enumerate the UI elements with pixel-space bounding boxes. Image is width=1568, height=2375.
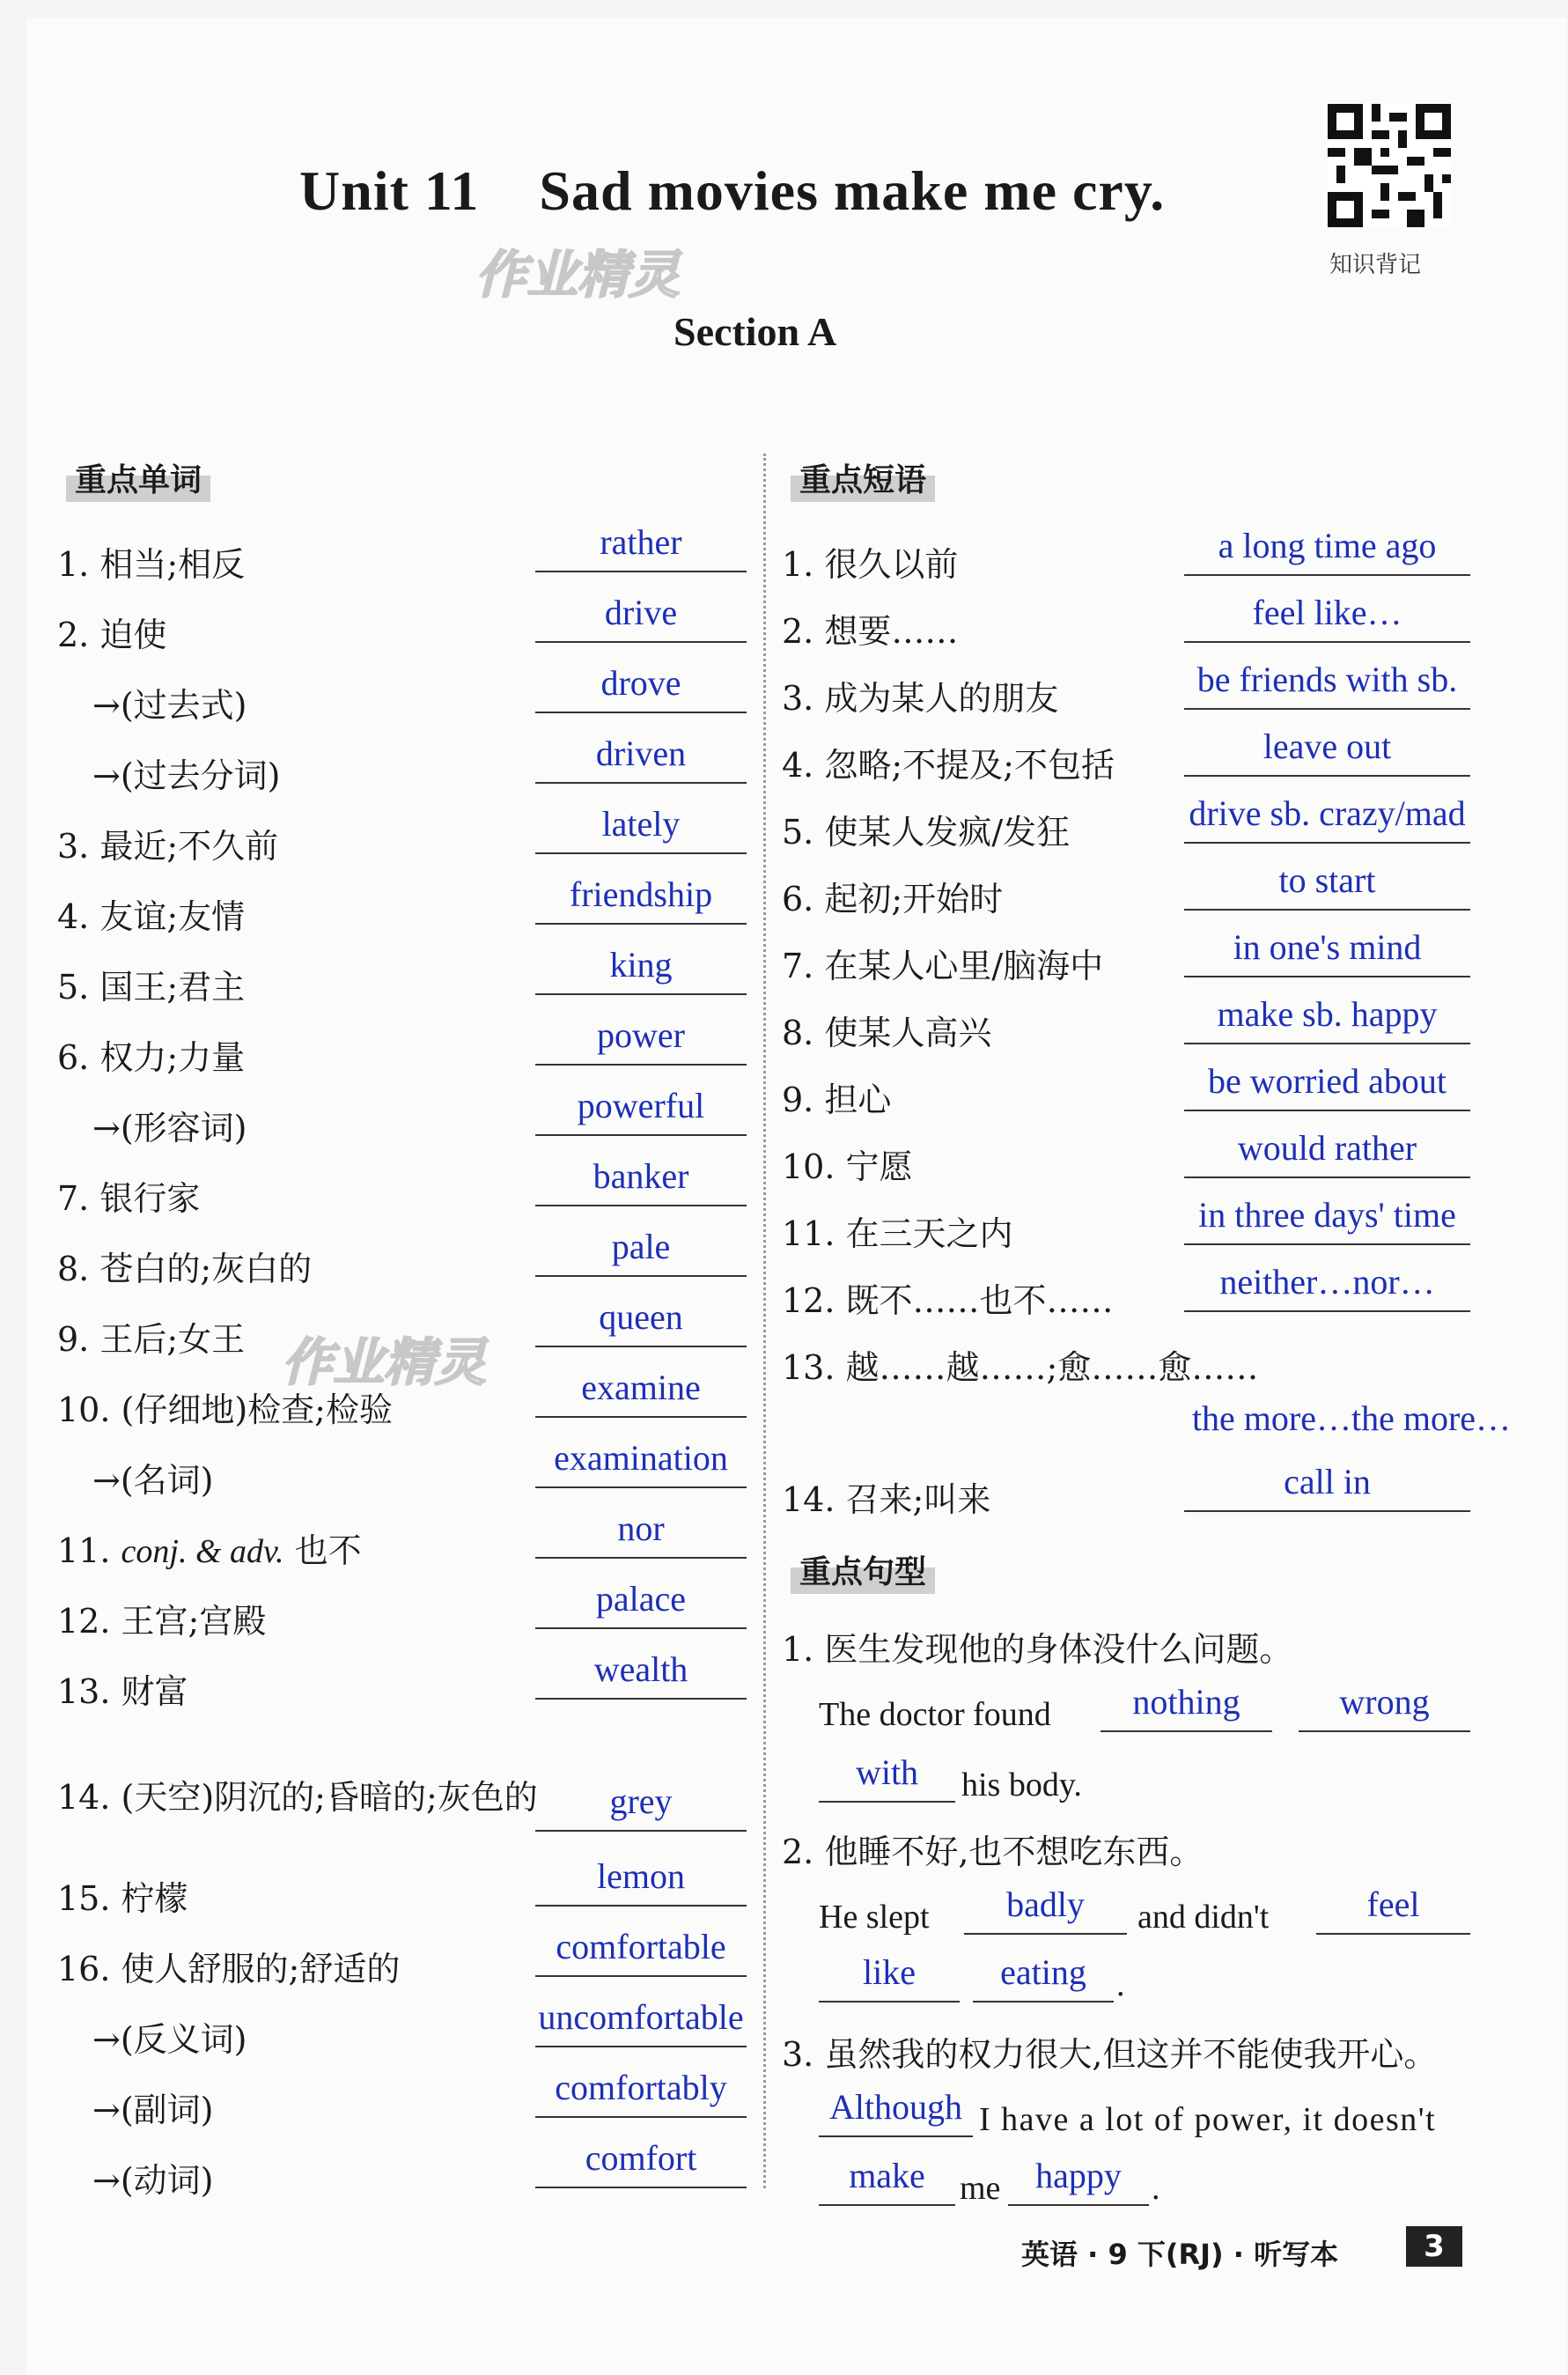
vocab-answer[interactable]: driven [535, 729, 747, 784]
vocab-answer[interactable]: powerful [535, 1081, 747, 1136]
phrase-answer[interactable]: feel like… [1184, 588, 1470, 643]
vocab-label: 3. 最近;不久前 [57, 827, 279, 866]
vocab-answer[interactable]: drove [535, 659, 747, 713]
phrase-answer[interactable]: in three days' time [1184, 1191, 1470, 1245]
phrase-label: 14. 召来;叫来 [782, 1480, 991, 1519]
footer-text: 英语 · 9 下(RJ) · 听写本 [1021, 2238, 1339, 2271]
vocab-label: →(过去式) [92, 686, 247, 725]
section-title: Section A [674, 309, 837, 354]
phrase-answer[interactable]: the more…the more… [1191, 1398, 1512, 1438]
vocab-label: 8. 苍白的;灰白的 [57, 1250, 313, 1288]
phrase-answer[interactable]: in one's mind [1184, 923, 1470, 977]
answer-blank[interactable]: nothing [1101, 1678, 1272, 1732]
vocab-answer[interactable]: lately [535, 800, 747, 854]
vocab-label: 2. 迫使 [57, 616, 167, 654]
phrase-label: 1. 很久以前 [782, 545, 959, 584]
vocab-answer[interactable]: comfortably [535, 2063, 747, 2118]
phrase-label: 6. 起初;开始时 [782, 880, 1004, 918]
answer-blank[interactable]: with [819, 1748, 955, 1803]
page-number: 3 [1406, 2226, 1462, 2267]
phrase-label: 13. 越……越……;愈……愈…… [782, 1348, 1259, 1387]
phrase-answer[interactable]: be worried about [1184, 1057, 1470, 1111]
phrase-label: 9. 担心 [782, 1081, 892, 1119]
vocab-answer[interactable]: uncomfortable [535, 1993, 747, 2047]
vocab-answer[interactable]: king [535, 940, 747, 995]
sentence-2-text: and didn't [1137, 1899, 1270, 1936]
watermark: 作业精灵 [475, 245, 681, 305]
vocab-label: →(形容词) [92, 1109, 247, 1147]
answer-blank[interactable]: like [819, 1948, 960, 2003]
phrase-label: 7. 在某人心里/脑海中 [782, 947, 1104, 985]
sentence-3-text: . [1152, 2170, 1160, 2207]
vocab-label: 13. 财富 [57, 1672, 188, 1711]
vocab-answer[interactable]: examination [535, 1434, 747, 1488]
answer-blank[interactable]: eating [973, 1948, 1114, 2003]
qr-code-icon[interactable] [1328, 104, 1451, 227]
answer-blank[interactable]: Although [819, 2083, 973, 2137]
sentence-2-text: He slept [819, 1899, 930, 1936]
vocab-answer[interactable]: power [535, 1011, 747, 1066]
watermark: 作业精灵 [282, 1332, 487, 1392]
phrase-label: 11. 在三天之内 [782, 1214, 1013, 1253]
vocab-answer[interactable]: pale [535, 1222, 747, 1277]
vocab-label: 6. 权力;力量 [57, 1038, 246, 1077]
vocab-answer[interactable]: comfortable [535, 1922, 747, 1977]
vocab-label: →(名词) [92, 1461, 214, 1500]
phrase-answer[interactable]: a long time ago [1184, 521, 1470, 576]
phrase-label: 4. 忽略;不提及;不包括 [782, 746, 1115, 785]
phrase-answer[interactable]: leave out [1184, 722, 1470, 777]
qr-caption: 知识背记 [1329, 252, 1422, 278]
vocab-answer[interactable]: lemon [535, 1852, 747, 1907]
vocab-label: 10. (仔细地)检查;检验 [57, 1390, 393, 1429]
phrase-answer[interactable]: make sb. happy [1184, 990, 1470, 1044]
sentence-1-chinese: 1. 医生发现他的身体没什么问题。 [782, 1630, 1293, 1669]
sentence-2-chinese: 2. 他睡不好,也不想吃东西。 [782, 1833, 1204, 1871]
vocab-label: 7. 银行家 [57, 1179, 201, 1218]
sentence-1-text: his body. [961, 1766, 1082, 1803]
sentences-heading: 重点句型 [791, 1545, 935, 1594]
vocab-answer[interactable]: queen [535, 1293, 747, 1347]
sentence-3-chinese: 3. 虽然我的权力很大,但这并不能使我开心。 [782, 2035, 1438, 2074]
phrase-answer[interactable]: neither…nor… [1184, 1258, 1470, 1312]
vocab-label: 14. (天空)阴沉的;昏暗的;灰色的 [57, 1778, 538, 1817]
vocab-label: →(反义词) [92, 2020, 247, 2059]
vocab-label: 11. conj. & adv. 也不 [57, 1531, 362, 1570]
sentence-3-text: I have a lot of power, it doesn't [979, 2101, 1437, 2138]
vocab-answer[interactable]: grey [535, 1777, 747, 1832]
answer-blank[interactable]: happy [1008, 2151, 1149, 2206]
phrase-answer[interactable]: to start [1184, 856, 1470, 911]
phrase-label: 2. 想要…… [782, 612, 959, 651]
phrase-answer[interactable]: be friends with sb. [1184, 655, 1470, 710]
vocab-label: 1. 相当;相反 [57, 545, 246, 584]
sentence-1-text: The doctor found [819, 1696, 1051, 1733]
phrases-heading: 重点短语 [791, 454, 935, 502]
phrase-label: 3. 成为某人的朋友 [782, 679, 1059, 718]
phrase-label: 10. 宁愿 [782, 1147, 913, 1186]
sentence-2-text: . [1116, 1966, 1125, 2003]
page-title: Unit 11 Sad movies make me cry. [299, 159, 1166, 222]
vocab-label: 12. 王宫;宫殿 [57, 1602, 267, 1641]
answer-blank[interactable]: badly [964, 1880, 1127, 1935]
phrase-label: 12. 既不……也不…… [782, 1281, 1114, 1320]
sentence-3-text: me [960, 2170, 1001, 2207]
vocab-label: 16. 使人舒服的;舒适的 [57, 1950, 401, 1988]
answer-blank[interactable]: feel [1316, 1880, 1470, 1935]
vocab-label: 9. 王后;女王 [57, 1320, 246, 1359]
vocab-answer[interactable]: banker [535, 1152, 747, 1206]
phrase-answer[interactable]: call in [1184, 1457, 1470, 1512]
vocab-heading: 重点单词 [66, 454, 210, 502]
vocab-answer[interactable]: wealth [535, 1645, 747, 1700]
vocab-answer[interactable]: friendship [535, 870, 747, 925]
vocab-answer[interactable]: palace [535, 1575, 747, 1629]
phrase-label: 5. 使某人发疯/发狂 [782, 813, 1071, 852]
vocab-label: →(过去分词) [92, 756, 281, 795]
vocab-label: →(副词) [92, 2091, 214, 2129]
vocab-label: 15. 柠檬 [57, 1879, 188, 1918]
answer-blank[interactable]: wrong [1299, 1678, 1470, 1732]
vocab-answer[interactable]: rather [535, 518, 747, 572]
vocab-label: →(动词) [92, 2161, 214, 2200]
answer-blank[interactable]: make [819, 2151, 955, 2206]
vocab-answer[interactable]: comfort [535, 2134, 747, 2188]
vocab-label: 4. 友谊;友情 [57, 897, 246, 936]
vocab-label: 5. 国王;君主 [57, 968, 246, 1007]
vocab-answer[interactable]: nor [535, 1504, 747, 1559]
column-divider [763, 454, 766, 2188]
phrase-answer[interactable]: would rather [1184, 1124, 1470, 1178]
vocab-answer[interactable]: drive [535, 588, 747, 643]
vocab-answer[interactable]: examine [535, 1363, 747, 1418]
phrase-answer[interactable]: drive sb. crazy/mad [1184, 789, 1470, 844]
phrase-label: 8. 使某人高兴 [782, 1014, 992, 1052]
